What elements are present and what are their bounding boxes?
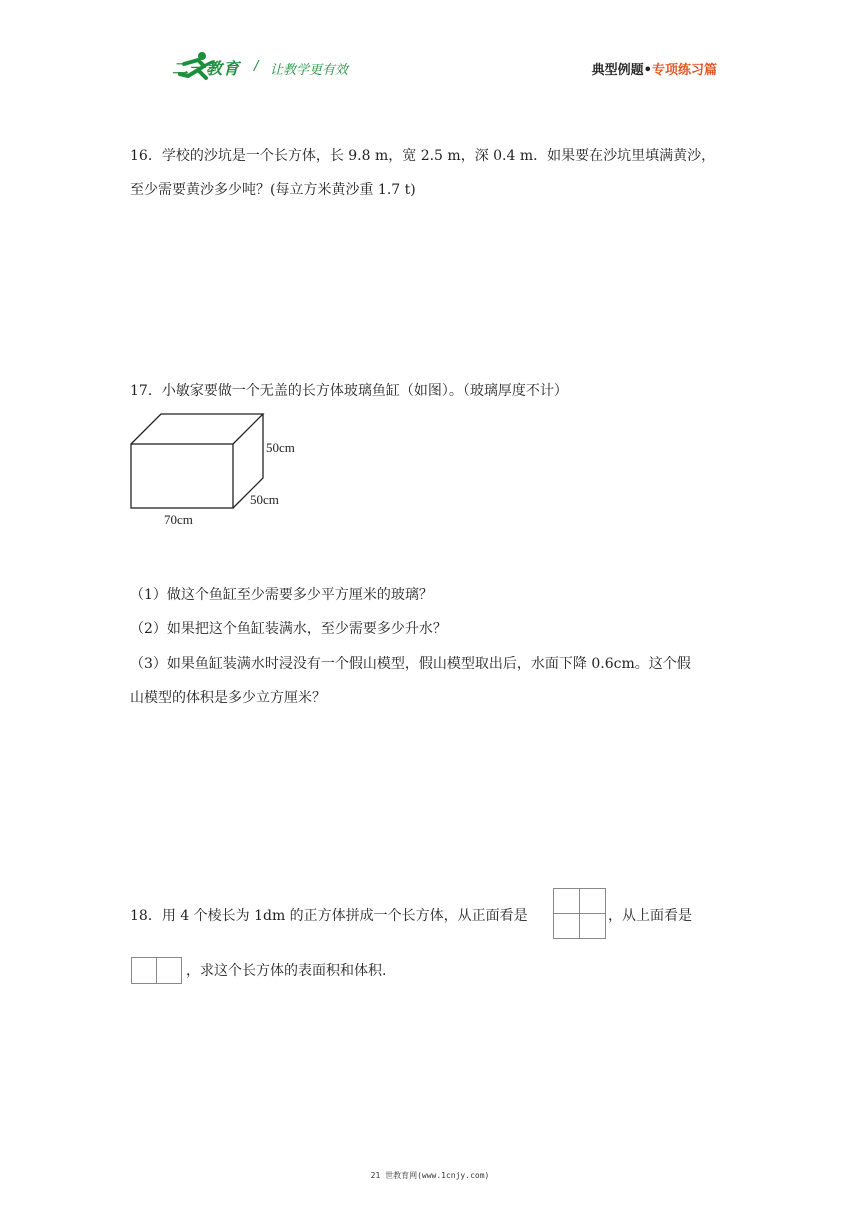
top-view-grid — [131, 957, 183, 985]
tank-depth-label: 50cm — [250, 492, 279, 507]
q16-line1: 16．学校的沙坑是一个长方体，长 9.8 m，宽 2.5 m，深 0.4 m．如果要在沙坑里填满黄沙， — [130, 148, 716, 164]
q18-part1: 18．用 4 个棱长为 1dm 的正方体拼成一个长方体，从正面看是 — [130, 908, 528, 924]
q17-sub3-line2: 山模型的体积是多少立方厘米？ — [130, 690, 326, 706]
header-title-part1: 典型例题 — [591, 63, 644, 78]
q17-sub2: （2）如果把这个鱼缸装满水，至少需要多少升水？ — [130, 621, 447, 637]
tank-front-face — [131, 444, 233, 508]
tank-top-face — [131, 414, 263, 444]
q17-sub3-line1: （3）如果鱼缸装满水时浸没有一个假山模型，假山模型取出后，水面下降 0.6cm。这个假 — [130, 656, 691, 672]
tank-length-label: 70cm — [164, 512, 193, 527]
header-separator: / — [254, 59, 259, 74]
q16-line2: 至少需要黄沙多少吨？(每立方米黄沙重 1.7 t) — [130, 182, 416, 198]
header-title-dot: • — [643, 63, 652, 78]
brand-slogan: 让教学更有效 — [270, 63, 349, 78]
q17-stem: 17．小敏家要做一个无盖的长方体玻璃鱼缸（如图）。（玻璃厚度不计） — [130, 383, 568, 399]
header-title-part2: 专项练习篇 — [651, 63, 717, 78]
fish-tank-figure — [128, 410, 328, 530]
q17-sub1: （1）做这个鱼缸至少需要多少平方厘米的玻璃？ — [130, 587, 433, 603]
front-view-grid — [553, 888, 607, 940]
brand-name: 二一教育 — [172, 59, 241, 78]
header-section-title — [592, 59, 717, 78]
page-footer: 21 世教育网(www.1cnjy.com) — [370, 1171, 490, 1180]
tank-height-label: 50cm — [266, 440, 295, 455]
q18-part2: ，从上面看是 — [608, 908, 692, 924]
q18-part3: ，求这个长方体的表面积和体积. — [186, 963, 387, 979]
